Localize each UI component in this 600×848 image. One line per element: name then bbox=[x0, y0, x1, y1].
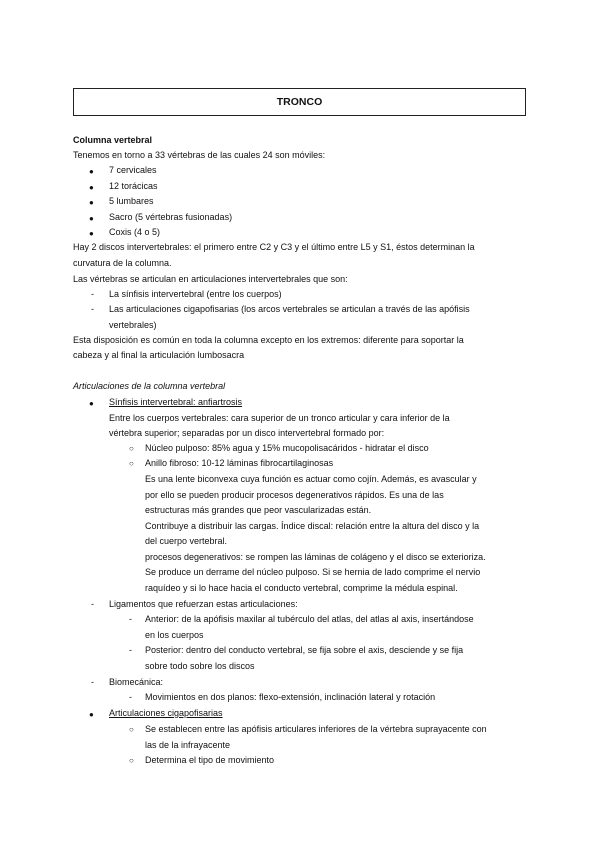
circle-bullet-icon: ○ bbox=[129, 756, 134, 765]
list-item: 12 torácicas bbox=[109, 181, 158, 191]
paragraph-line: estructuras más grandes que peor vascularizadas están. bbox=[145, 505, 372, 515]
dash-icon: - bbox=[91, 289, 94, 299]
dash-item: Ligamentos que refuerzan estas articulaciones: bbox=[109, 599, 298, 609]
paragraph-line: Contribuye a distribuir las cargas. Índice discal: relación entre la altura del disco y la bbox=[145, 521, 480, 531]
circle-bullet-icon: ○ bbox=[129, 444, 134, 453]
paragraph-line: Entre los cuerpos vertebrales: cara superior de un tronco articular y cara inferior de la bbox=[109, 413, 450, 423]
bullet-icon: ● bbox=[89, 167, 94, 176]
paragraph-line: por ello se pueden producir procesos degenerativos rápidos. Es una de las bbox=[145, 490, 444, 500]
paragraph-line: Hay 2 discos intervertebrales: el primero entre C2 y C3 y el último entre L5 y S1, éstos determinan la bbox=[73, 242, 475, 252]
dash-icon: - bbox=[91, 599, 94, 609]
section-heading-articulaciones: Articulaciones de la columna vertebral bbox=[73, 381, 226, 391]
intro-text: Tenemos en torno a 33 vértebras de las cuales 24 son móviles: bbox=[73, 150, 326, 160]
page-title: TRONCO bbox=[276, 96, 323, 108]
bullet-icon: ● bbox=[89, 399, 94, 408]
dash-icon: - bbox=[91, 304, 94, 314]
subheading-cigapofisarias: Articulaciones cigapofisarias bbox=[109, 708, 223, 718]
sub-dash-item: Movimientos en dos planos: flexo-extensión, inclinación lateral y rotación bbox=[145, 692, 436, 702]
paragraph-line: cabeza y al final la articulación lumbosacra bbox=[73, 350, 245, 360]
title-box bbox=[73, 88, 526, 116]
list-item: 7 cervicales bbox=[109, 165, 157, 175]
list-item: Coxis (4 o 5) bbox=[109, 227, 161, 237]
paragraph-line: vértebra superior; separadas por un disco intervertebral formado por: bbox=[109, 428, 385, 438]
paragraph-line: Las vértebras se articulan en articulaciones intervertebrales que son: bbox=[73, 274, 348, 284]
sub-dash-item-cont: sobre todo sobre los discos bbox=[145, 661, 255, 671]
list-item: 5 lumbares bbox=[109, 196, 154, 206]
subheading-sinfisis: Sínfisis intervertebral: anfiartrosis bbox=[109, 397, 243, 407]
bullet-icon: ● bbox=[89, 198, 94, 207]
dash-icon: - bbox=[91, 677, 94, 687]
sub-list-item: Anillo fibroso: 10-12 láminas fibrocartilaginosas bbox=[145, 458, 334, 468]
paragraph-line: raquídeo y si lo hace hacia el conducto vertebral, comprime la médula espinal. bbox=[145, 583, 458, 593]
paragraph-line: Es una lente biconvexa cuya función es actuar como cojín. Además, es avascular y bbox=[145, 474, 477, 484]
sub-dash-item: Anterior: de la apófisis maxilar al tubérculo del atlas, del atlas al axis, insertándose bbox=[145, 614, 474, 624]
dash-item: Las articulaciones cigapofisarias (los arcos vertebrales se articulan a través de las apófisis bbox=[109, 304, 470, 314]
sub-list-item: Determina el tipo de movimiento bbox=[145, 755, 275, 765]
paragraph-line: del cuerpo vertebral. bbox=[145, 536, 228, 546]
dash-icon: - bbox=[129, 614, 132, 624]
circle-bullet-icon: ○ bbox=[129, 459, 134, 468]
sub-list-item: Núcleo pulposo: 85% agua y 15% mucopolisacáridos - hidratar el disco bbox=[145, 443, 429, 453]
section-heading-columna: Columna vertebral bbox=[73, 135, 153, 145]
dash-icon: - bbox=[129, 645, 132, 655]
sub-dash-item-cont: en los cuerpos bbox=[145, 630, 204, 640]
bullet-icon: ● bbox=[89, 214, 94, 223]
bullet-icon: ● bbox=[89, 710, 94, 719]
paragraph-line: Se produce un derrame del núcleo pulposo. Si se hernia de lado comprime el nervio bbox=[145, 567, 481, 577]
dash-item: Biomecánica: bbox=[109, 677, 164, 687]
sub-list-item: Se establecen entre las apófisis articulares inferiores de la vértebra suprayacente con bbox=[145, 724, 487, 734]
dash-icon: - bbox=[129, 692, 132, 702]
paragraph-line: Esta disposición es común en toda la columna excepto en los extremos: diferente para soportar la bbox=[73, 335, 464, 345]
sub-list-item-cont: las de la infrayacente bbox=[145, 740, 231, 750]
dash-item-cont: vertebrales) bbox=[109, 320, 157, 330]
dash-item: La sínfisis intervertebral (entre los cuerpos) bbox=[109, 289, 282, 299]
list-item: Sacro (5 vértebras fusionadas) bbox=[109, 212, 233, 222]
paragraph-line: curvatura de la columna. bbox=[73, 258, 172, 268]
sub-dash-item: Posterior: dentro del conducto vertebral, se fija sobre el axis, desciende y se fija bbox=[145, 645, 464, 655]
paragraph-line: procesos degenerativos: se rompen las láminas de colágeno y el disco se exterioriza. bbox=[145, 552, 486, 562]
circle-bullet-icon: ○ bbox=[129, 725, 134, 734]
bullet-icon: ● bbox=[89, 183, 94, 192]
bullet-icon: ● bbox=[89, 229, 94, 238]
